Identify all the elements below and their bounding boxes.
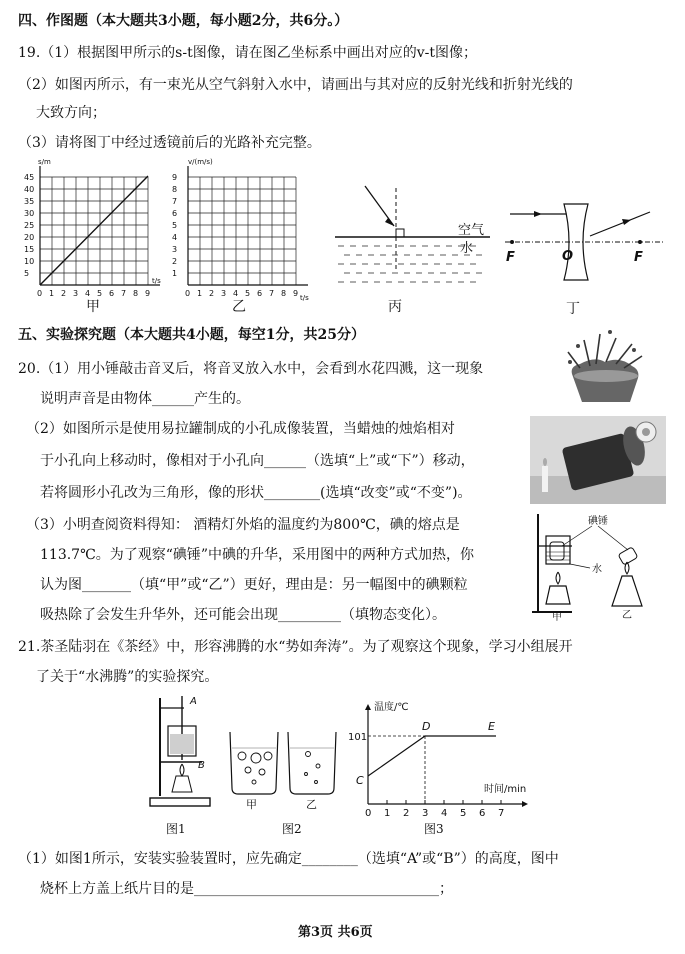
q21-line1: 21.茶圣陆羽在《茶经》中，形容沸腾的水“势如奔涛”。为了观察这个现象，学习小组展开 <box>18 639 573 655</box>
q20-part3-line4: 吸热除了会发生升华外，还可能会出现_________（填物态变化）。 <box>40 607 446 623</box>
iodine-hammer-label: 碘锤 <box>588 516 608 527</box>
q20-part1-line2: 说明声音是由物体______产生的。 <box>40 391 250 407</box>
yi-xtick: 0 <box>185 289 191 298</box>
q20-part3-line2: 113.7℃。为了观察“碘锤”中碘的升华，采用图中的两种方式加热，你 <box>40 547 475 563</box>
tuning-fork-splash-image <box>560 326 650 406</box>
yi-ytick: 1 <box>172 269 178 278</box>
section5-title: 五、实验探究题（本大题共4小题，每空1分，共25分） <box>18 327 365 343</box>
q19-part2-line1: （2）如图丙所示，有一束光从空气斜射入水中，请画出与其对应的反射光线和折射光线的 <box>18 77 573 93</box>
iodine-fig-jia: 甲 <box>552 612 562 623</box>
yi-xtick: 6 <box>257 289 263 298</box>
fig3-point-c: C <box>356 774 364 787</box>
bing-water-label: 水 <box>460 241 474 256</box>
iodine-fig-yi: 乙 <box>622 610 632 621</box>
page-footer: 第3页 共6页 <box>298 925 373 940</box>
jia-xtick: 5 <box>97 289 103 298</box>
yi-xtick: 3 <box>221 289 227 298</box>
fig1-caption: 图1 <box>166 822 186 836</box>
jia-ytick: 5 <box>24 269 30 278</box>
q20-part2-line1: （2）如图所示是使用易拉罐制成的小孔成像装置，当蜡烛的烛焰相对 <box>26 421 455 437</box>
jia-ytick: 10 <box>24 257 35 266</box>
ding-f-right: F <box>634 250 643 265</box>
q20-part1-line1: 20.（1）用小锤敲击音叉后，将音叉放入水中，会看到水花四溅，这一现象 <box>18 361 484 377</box>
yi-ytick: 3 <box>172 245 178 254</box>
jia-ytick: 30 <box>24 209 35 218</box>
fig-jia-caption: 甲 <box>86 299 100 315</box>
fig-ding-lens <box>500 190 670 290</box>
fig3-xtick: 6 <box>479 808 486 819</box>
q19-part2-line2: 大致方向； <box>36 105 106 121</box>
yi-ytick: 7 <box>172 197 178 206</box>
yi-xtick: 5 <box>245 289 251 298</box>
jia-xtick: 2 <box>61 289 67 298</box>
ding-f-left: F <box>506 250 515 265</box>
fig1-boiling-apparatus <box>142 692 222 822</box>
jia-ytick: 45 <box>24 173 35 182</box>
fig3-point-d: D <box>422 720 431 733</box>
yi-xtick: 7 <box>269 289 275 298</box>
jia-ytick: 25 <box>24 221 35 230</box>
jia-ylabel: s/m <box>38 158 51 166</box>
yi-ylabel: v/(m/s) <box>188 158 213 166</box>
jia-xtick: 9 <box>145 289 151 298</box>
fig3-xtick: 2 <box>403 808 410 819</box>
fig-yi-vt-graph <box>168 160 318 310</box>
fig3-xtick: 4 <box>441 808 448 819</box>
fig-bing-caption: 丙 <box>388 299 402 315</box>
jia-xtick: 4 <box>85 289 91 298</box>
q20-part2-line2: 于小孔向上移动时，像相对于小孔向______（选填“上”或“下”）移动， <box>40 453 475 469</box>
fig2-beakers <box>226 728 342 810</box>
fig3-xlabel: 时间/min <box>484 784 527 795</box>
q21-part1-line1: （1）如图1所示，安装实验装置时，应先确定________（选填“A”或“B”）的高度，图中 <box>18 851 559 867</box>
fig3-caption: 图3 <box>424 822 444 836</box>
fig1-label-a: A <box>190 696 197 707</box>
jia-ytick: 15 <box>24 245 35 254</box>
yi-ytick: 4 <box>172 233 178 242</box>
fig-ding-caption: 丁 <box>566 301 580 317</box>
yi-ytick: 6 <box>172 209 178 218</box>
jia-ytick: 20 <box>24 233 35 242</box>
yi-ytick: 5 <box>172 221 178 230</box>
yi-ytick: 9 <box>172 173 178 182</box>
yi-ytick: 2 <box>172 257 178 266</box>
fig3-y101: 101 <box>348 732 368 743</box>
yi-xtick: 1 <box>197 289 203 298</box>
fig3-xtick: 0 <box>365 808 372 819</box>
yi-xtick: 4 <box>233 289 239 298</box>
jia-xlabel: t/s <box>152 277 161 285</box>
section4-title: 四、作图题（本大题共3小题，每小题2分，共6分。） <box>18 13 349 29</box>
fig3-xtick: 3 <box>422 808 429 819</box>
fig3-temperature-chart <box>346 700 546 820</box>
fig2-caption: 图2 <box>282 822 302 836</box>
q20-part2-line3: 若将圆形小孔改为三角形，像的形状________(选填“改变”或“不变”)。 <box>40 485 472 501</box>
jia-xtick: 6 <box>109 289 115 298</box>
jia-ytick: 35 <box>24 197 35 206</box>
fig3-point-e: E <box>488 720 495 733</box>
q21-part1-line2: 烧杯上方盖上纸片目的是___________________________________； <box>40 881 453 897</box>
ding-o: O <box>562 249 574 264</box>
jia-ytick: 40 <box>24 185 35 194</box>
yi-xlabel: t/s <box>300 294 309 302</box>
fig3-xtick: 7 <box>498 808 505 819</box>
q20-part3-line3: 认为图_______（填“甲”或“乙”）更好，理由是：另一幅图中的碘颗粒 <box>40 577 468 593</box>
jia-xtick: 1 <box>49 289 55 298</box>
fig3-xtick: 5 <box>460 808 467 819</box>
fig-yi-caption: 乙 <box>232 299 246 315</box>
bing-air-label: 空气 <box>458 223 485 238</box>
jia-xtick: 7 <box>121 289 127 298</box>
q20-part3-line1: （3）小明查阅资料得知： 酒精灯外焰的温度约为800℃，碘的熔点是 <box>26 517 460 533</box>
jia-xtick: 3 <box>73 289 79 298</box>
fig3-ylabel: 温度/℃ <box>374 702 409 713</box>
fig-bing-refraction <box>330 178 500 293</box>
yi-xtick: 9 <box>293 289 299 298</box>
q21-line2: 了关于“水沸腾”的实验探究。 <box>36 669 219 685</box>
fig2-yi: 乙 <box>306 798 317 811</box>
iodine-sublimation-diagram <box>528 512 668 622</box>
fig-jia-st-graph <box>20 160 170 310</box>
jia-xtick: 8 <box>133 289 139 298</box>
fig3-xtick: 1 <box>384 808 391 819</box>
q19-part3: （3）请将图丁中经过透镜前后的光路补充完整。 <box>18 135 321 151</box>
iodine-water-label: 水 <box>592 564 602 575</box>
yi-xtick: 2 <box>209 289 215 298</box>
jia-xtick: 0 <box>37 289 43 298</box>
q19-part1: 19.（1）根据图甲所示的s-t图像，请在图乙坐标系中画出对应的v-t图像； <box>18 45 477 61</box>
yi-ytick: 8 <box>172 185 178 194</box>
fig1-label-b: B <box>198 760 205 771</box>
yi-xtick: 8 <box>281 289 287 298</box>
pinhole-camera-image <box>530 416 666 504</box>
fig2-jia: 甲 <box>246 798 257 811</box>
